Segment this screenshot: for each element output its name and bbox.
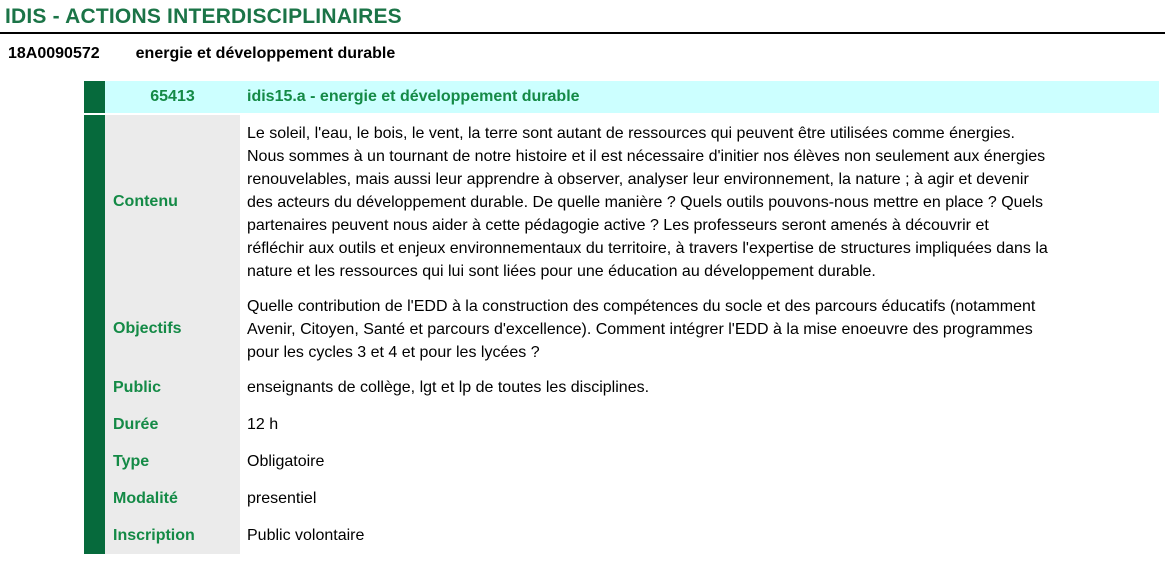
course-code-row bbox=[8, 45, 1165, 63]
table-row-contenu bbox=[105, 115, 1159, 288]
course-rows bbox=[105, 115, 1159, 554]
table-accent-stripe bbox=[84, 115, 105, 554]
module-number: 65413 bbox=[150, 88, 195, 105]
title-divider bbox=[0, 32, 1165, 34]
table-row-public bbox=[105, 369, 1159, 406]
table-accent-stripe bbox=[84, 81, 105, 113]
row-label: Modalité bbox=[105, 480, 240, 517]
table-row-type bbox=[105, 443, 1159, 480]
row-label: Objectifs bbox=[105, 288, 240, 369]
row-label: Public bbox=[105, 369, 240, 406]
row-label: Contenu bbox=[105, 115, 240, 288]
course-table-body bbox=[84, 115, 1159, 554]
row-value: Public volontaire bbox=[240, 517, 1159, 554]
page-title: IDIS - ACTIONS INTERDISCIPLINAIRES bbox=[5, 5, 402, 28]
course-table bbox=[84, 81, 1159, 554]
row-value: presentiel bbox=[240, 480, 1159, 517]
row-label: Type bbox=[105, 443, 240, 480]
table-row-objectifs bbox=[105, 288, 1159, 369]
row-label: Durée bbox=[105, 406, 240, 443]
course-header-bar bbox=[105, 81, 1159, 113]
table-row-duree bbox=[105, 406, 1159, 443]
course-table-header-row bbox=[84, 81, 1159, 113]
row-label: Inscription bbox=[105, 517, 240, 554]
row-value: enseignants de collège, lgt et lp de toutes les disciplines. bbox=[240, 369, 1159, 406]
table-row-inscription bbox=[105, 517, 1159, 554]
row-value: Obligatoire bbox=[240, 443, 1159, 480]
course-name: energie et développement durable bbox=[135, 45, 396, 62]
row-value: Quelle contribution de l'EDD à la construction des compétences du socle et des parcours éducatifs (notamment Avenir, Citoyen, Santé et parcours d'excellence). Comment intégrer l'EDD à la mise enoeuvre des programmes pour les cycles 3 et 4 et pour les lycées ? bbox=[240, 288, 1159, 369]
module-title: idis15.a - energie et développement durable bbox=[247, 88, 580, 105]
table-row-modalite bbox=[105, 480, 1159, 517]
course-code: 18A0090572 bbox=[8, 45, 100, 62]
row-value: 12 h bbox=[240, 406, 1159, 443]
row-value: Le soleil, l'eau, le bois, le vent, la terre sont autant de ressources qui peuvent être utilisées comme énergies. Nous sommes à un tournant de notre histoire et il est nécessaire d'initier nos élèves non seulement aux énergies renouvelables, mais aussi leur apprendre à observer, analyser leur environnement, la nature ; à agir et devenir des acteurs du développement durable. De quelle manière ? Quels outils pouvons-nous mettre en place ? Quels partenaires peuvent nous aider à cette pédagogie active ? Les professeurs seront amenés à découvrir et réfléchir aux outils et enjeux environnementaux du territoire, à travers l'expertise de structures impliquées dans la nature et les ressources qui lui sont liées pour une éducation au développement durable. bbox=[240, 115, 1159, 288]
